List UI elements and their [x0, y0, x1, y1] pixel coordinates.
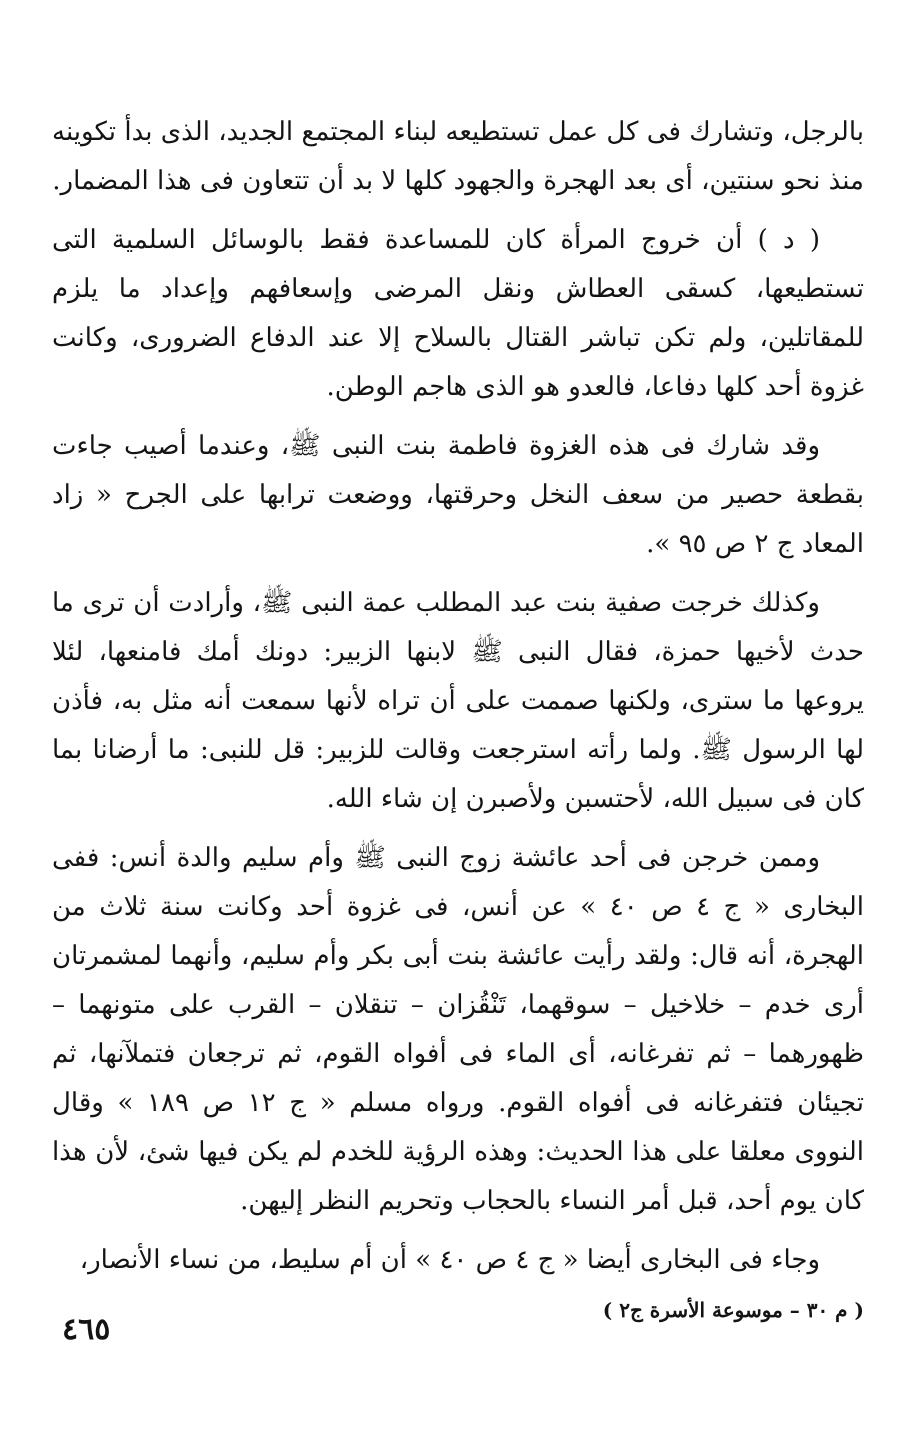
paragraph-6: وجاء فى البخارى أيضا « ج ٤ ص ٤٠ » أن أم سليط، من نساء الأنصار، — [79, 1245, 820, 1275]
paragraph-5: وممن خرجن فى أحد عائشة زوج النبى ﷺ وأم سليم والدة أنس: ففى البخارى « ج ٤ ص ٤٠ » عن أنس، فى غزوة أحد وكانت سنة ثلاث من الهجرة، أنه قال: ولقد رأيت عائشة بنت أبى بكر وأم سليم، وأنهما لمشمرتان أرى خدم – خلاخيل – سوقهما، تَنْقُزان – تنقلان – القرب على متونهما – ظهورهما – ثم تفرغانه، أى الماء فى أفواه القوم، ثم ترجعان فتملآنها، ثم تجيئان فتفرغانه فى أفواه القوم. ورواه مسلم « ج ١٢ ص ١٨٩ » وقال النووى معلقا على هذا الحديث: وهذه الرؤية للخدم لم يكن فيها شئ، لأن هذا كان يوم أحد، قبل أمر النساء بالحجاب وتحريم النظر إليهن. — [52, 843, 865, 1216]
paragraph-1: بالرجل، وتشارك فى كل عمل تستطيعه لبناء المجتمع الجديد، الذى بدأ تكوينه منذ نحو سنتين، أى بعد الهجرة والجهود كلها لا بد أن تتعاون فى هذا المضمار. — [52, 117, 864, 196]
page-body — [52, 108, 864, 1285]
paragraph-3: وقد شارك فى هذه الغزوة فاطمة بنت النبى ﷺ، وعندما أصيب جاءت بقطعة حصير من سعف النخل وحرقتها، ووضعت ترابها على الجرح « زاد المعاد ج ٢ ص ٩٥ ». — [52, 431, 864, 559]
paragraph-4: وكذلك خرجت صفية بنت عبد المطلب عمة النبى ﷺ، وأرادت أن ترى ما حدث لأخيها حمزة، فقال النبى ﷺ لابنها الزبير: دونك أمك فامنعها، لئلا يروعها ما سترى، ولكنها صممت على أن تراه لأنها سمعت أنه مثل به، فأذن لها الرسول ﷺ. ولما رأته استرجعت وقالت للزبير: قل للنبى: ما أرضانا بما كان فى سبيل الله، لأحتسبن ولأصبرن إن شاء الله. — [52, 588, 864, 814]
page-footer — [52, 1298, 864, 1358]
paragraph-2: ( د ) أن خروج المرأة كان للمساعدة فقط بالوسائل السلمية التى تستطيعها، كسقى العطاش ونقل المرضى وإسعافهم وإعداد ما يلزم للمقاتلين، ولم تكن تباشر القتال بالسلاح إلا عند الدفاع الضرورى، وكانت غزوة أحد كلها دفاعا، فالعدو هو الذى هاجم الوطن. — [52, 225, 864, 402]
printer-signature: ( م ٣٠ – موسوعة الأسرة ج٢ ) — [602, 1298, 864, 1322]
page-number: ٤٦٥ — [62, 1312, 111, 1347]
